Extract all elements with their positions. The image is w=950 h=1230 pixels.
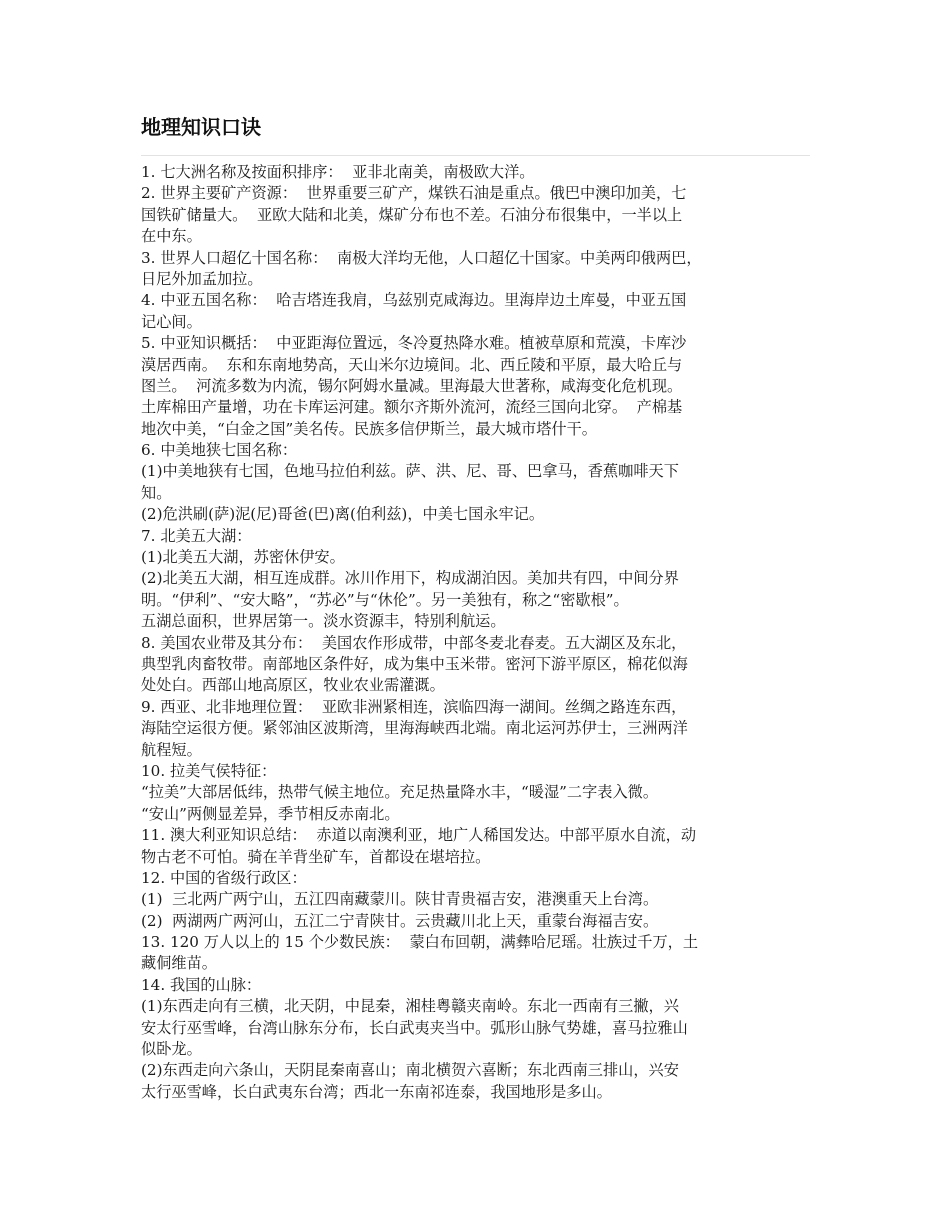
text-line: 安太行巫雪峰，台湾山脉东分布，长白武夷夹当中。弧形山脉气势雄，喜马拉雅山: [141, 1018, 688, 1037]
text-line: 处处白。西部山地高原区，牧业农业需灌溉。: [141, 676, 445, 695]
text-line: 日尼外加孟加拉。: [141, 269, 263, 288]
text-line: 地次中美，“白金之国”美名传。民族多信伊斯兰，最大城市塔什干。: [141, 419, 597, 438]
text-line: 海陆空运很方便。紧邻油区波斯湾，里海海峡西北端。南北运河苏伊士，三洲两洋: [141, 719, 688, 738]
text-line: 土库棉田产量增，功在卡库运河建。额尔齐斯外流河，流经三国向北穿。 产棉基: [141, 398, 683, 417]
text-line: 7. 北美五大湖：: [141, 526, 252, 545]
text-line: 2. 世界主要矿产资源： 世界重要三矿产，煤铁石油是重点。俄巴中澳印加美，七: [141, 184, 687, 203]
text-line: (2)危洪刷(萨)泥(尼)哥爸(巴)离(伯利兹)，中美七国永牢记。: [141, 505, 545, 524]
text-line: 在中东。: [141, 227, 202, 246]
text-line: 1. 七大洲名称及按面积排序： 亚非北南美，南极欧大洋。: [141, 163, 535, 181]
text-line: 漠居西南。 东和东南地势高，天山米尔边境间。北、西丘陵和平原，最大哈丘与: [141, 355, 683, 374]
text-line: 11. 澳大利亚知识总结： 赤道以南澳利亚，地广人稀国发达。中部平原水自流，动: [141, 826, 697, 845]
text-line: 8. 美国农业带及其分布： 美国农作形成带，中部冬麦北春麦。五大湖区及东北，: [141, 633, 687, 652]
text-line: 10. 拉美气侯特征：: [141, 761, 277, 780]
text-line: 五湖总面积，世界居第一。淡水资源丰，特别利航运。: [141, 612, 506, 631]
text-line: (1)中美地狭有七国，色地马拉伯利兹。萨、洪、尼、哥、巴拿马，香蕉咖啡天下: [141, 462, 679, 481]
text-line: (2)东西走向六条山，天阴昆秦南喜山；南北横贺六喜断；东北西南三排山，兴安: [141, 1061, 679, 1080]
text-line: (1) 三北两广两宁山，五江四南藏蒙川。陕甘青贵福吉安，港澳重天上台湾。: [141, 890, 659, 909]
text-line: (1)东西走向有三横，北天阴，中昆秦，湘桂粤赣夹南岭。东北一西南有三撇，兴: [141, 997, 679, 1016]
text-line: 6. 中美地狭七国名称：: [141, 441, 298, 460]
text-line: 典型乳肉畜牧带。南部地区条件好，成为集中玉米带。密河下游平原区，棉花似海: [141, 654, 688, 673]
text-line: 记心间。: [141, 312, 202, 331]
text-line: 5. 中亚知识概括： 中亚距海位置远，冬冷夏热降水难。植被草原和荒漠，卡库沙: [141, 334, 687, 353]
text-line: “拉美”大部居低纬，热带气候主地位。充足热量降水丰，“暖湿”二字表入微。: [141, 783, 659, 802]
text-line: (1)北美五大湖，苏密休伊安。: [141, 548, 345, 567]
text-line: 似卧龙。: [141, 1040, 202, 1059]
text-line: 太行巫雪峰，长白武夷东台湾；西北一东南祁连泰，我国地形是多山。: [141, 1082, 612, 1101]
text-line: (2) 两湖两广两河山，五江二宁青陕甘。云贵藏川北上天，重蒙台海福吉安。: [141, 911, 659, 930]
text-line: 图兰。 河流多数为内流，锡尔阿姆水量减。里海最大世著称，咸海变化危机现。: [141, 376, 683, 395]
text-line: 4. 中亚五国名称： 哈吉塔连我肩，乌兹别克咸海边。里海岸边土库曼，中亚五国: [141, 291, 687, 310]
title-divider: [141, 155, 810, 156]
text-line: 12. 中国的省级行政区：: [141, 868, 307, 887]
text-line: 藏侗维苗。: [141, 954, 217, 973]
text-line: 3. 世界人口超亿十国名称： 南极大洋均无他，人口超亿十国家。中美两印俄两巴，: [141, 248, 702, 267]
text-line: 航程短。: [141, 740, 202, 759]
document-title: 地理知识口诀: [141, 115, 261, 139]
text-line: 物古老不可怕。骑在羊背坐矿车，首都设在堪培拉。: [141, 847, 491, 866]
text-line: 知。: [141, 483, 172, 502]
text-line: (2)北美五大湖，相互连成群。冰川作用下，构成湖泊因。美加共有四，中间分界: [141, 569, 679, 588]
document-body: [141, 162, 821, 1103]
text-line: 13. 120 万人以上的 15 个少数民族： 蒙白布回朝，满彝哈尼瑶。壮族过千万，土: [141, 933, 699, 952]
text-line: “安山”两侧显差异，季节相反赤南北。: [141, 804, 400, 823]
text-line: 明。“伊利”、“安大略”，“苏必”与“休伦”。另一美独有，称之“密歇根”。: [141, 590, 629, 609]
text-line: 9. 西亚、北非地理位置： 亚欧非洲紧相连，滨临四海一湖间。丝绸之路连东西，: [141, 697, 687, 716]
text-line: 国铁矿储量大。 亚欧大陆和北美，煤矿分布也不差。石油分布很集中，一半以上: [141, 205, 683, 224]
text-line: 14. 我国的山脉：: [141, 975, 262, 994]
